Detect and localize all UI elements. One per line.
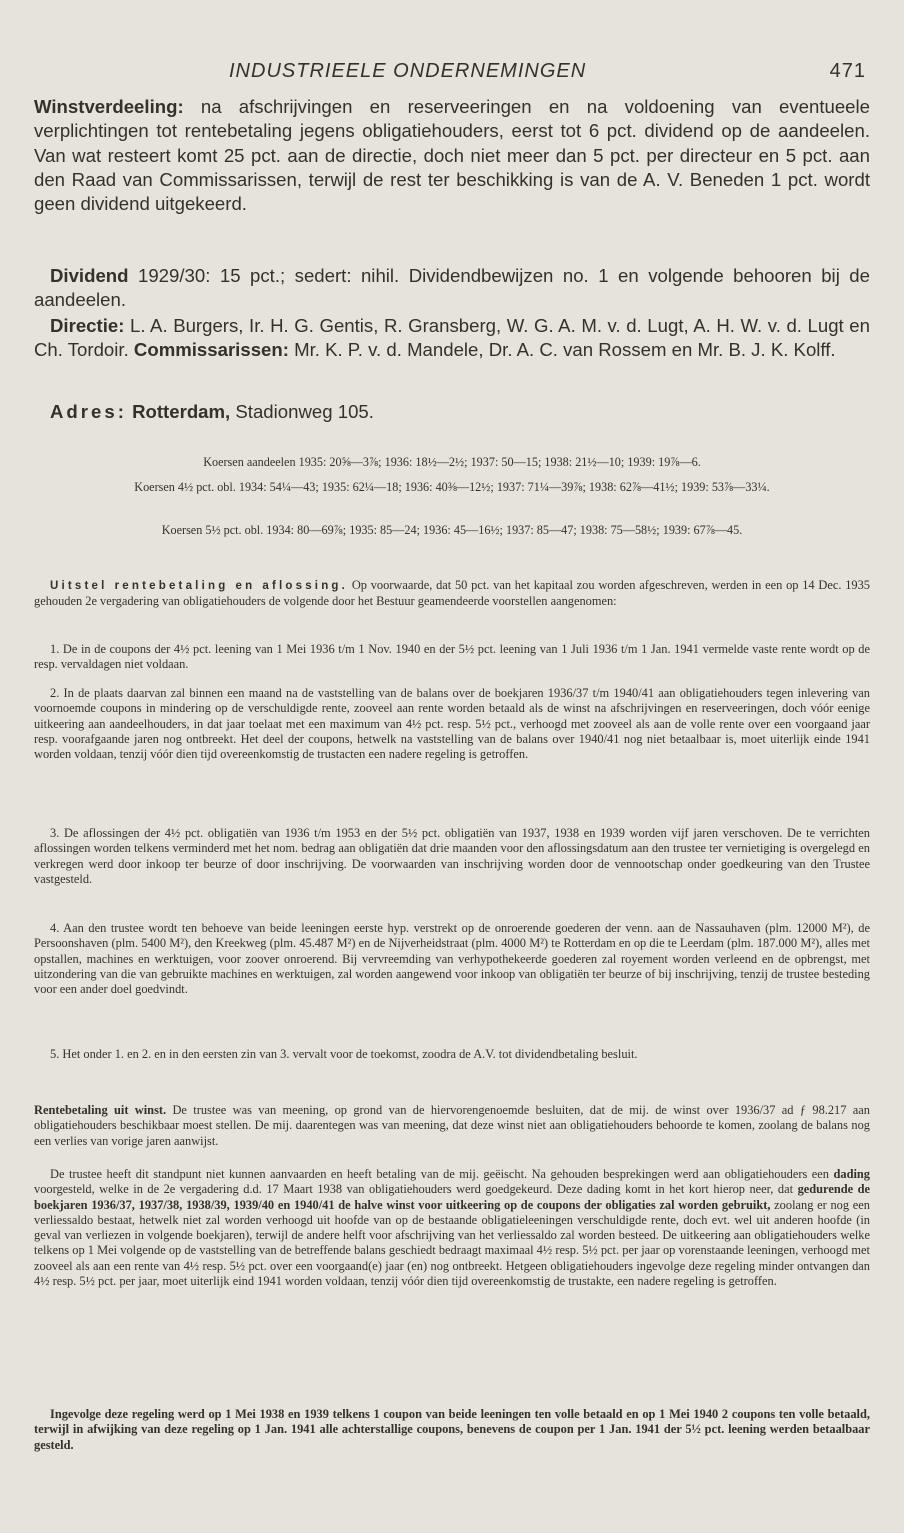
rente-paragraph-3 xyxy=(34,1407,870,1453)
uitstel-point-4: 4. Aan den trustee wordt ten behoeve van beide leeningen eerste hyp. verstrekt op de onroerende goederen der venn. aan de Nassauhaven (plm. 12000 M²), de Persoonshaven (plm. 5400 M²), den Kreekweg (plm. 45.487 M²) en de Nijverheidstraat (plm. 4000 M²) te Rotterdam en op die te Leerdam (plm. 187.000 M²), alles met opstallen, machines en werktuigen, voor zoover onroerend. Bij vervreemding van verhypothekeerde goederen zal royement worden verleend en de opbrengst, met uitzondering van die van gebruikte machines en werktuigen, zal worden aangewend voor inkoop van obligatiën ter beurze of bij inschrijving, tenzij de trustee besteding voor een ander doel goedvindt. xyxy=(34,921,870,997)
winstverdeeling-label: Winstverdeeling: xyxy=(34,96,184,117)
rente-paragraph-1 xyxy=(34,1103,870,1149)
directie-text: L. A. Burgers, Ir. H. G. Gentis, R. Gransberg, W. G. A. M. v. d. Lugt, A. H. W. v. d. Lugt en Ch. Tordoir. xyxy=(34,315,870,361)
commissarissen-label: Commissarissen: xyxy=(133,339,289,361)
page-number: 471 xyxy=(829,60,866,82)
running-header xyxy=(34,60,868,88)
adres-paragraph xyxy=(34,400,870,424)
rente-p1: De trustee was van meening, op grond van de hiervorengenoemde besluiten, dat de mij. de winst over 1936/37 ad ƒ 98.217 aan obligatiehouders beschikbaar moest stellen. De mij. daarentegen was van meening, dat deze winst niet aan obligatiehouders behoorde te komen, zoolang de balans nog een verlies van vorige jaren aanwijst. xyxy=(34,1103,870,1148)
uitstel-point-2: 2. In de plaats daarvan zal binnen een maand na de vaststelling van de balans over de boekjaren 1936/37 t/m 1940/41 aan obligatiehouders tegen inlevering van voornoemde coupons in mindering op de verschuldigde rente, zooveel aan rente worden betaald als de winst na afschrijvingen en reserveeringen, doch vóór eenige uitkeering aan aandeelhouders, in dat jaar toelaat met een maximum van 4½ pct. resp. 5½ pct., verhoogd met zooveel als aan de volle rente over een voorgaand jaar resp. voorafgaande jaren nog ontbreekt. Het deel der coupons, hetwelk na vaststelling van de balans over 1940/41 nog niet betaalbaar is, moet uiterlijk einde 1941 worden voldaan, tenzij vóór dien tijd overeenkomstig de trustacten een nadere regeling is getroffen. xyxy=(34,686,870,762)
adres-label: Adres: xyxy=(50,401,127,422)
koersen-obl-5-5: Koersen 5½ pct. obl. 1934: 80—69⅞; 1935: 85—24; 1936: 45—16½; 1937: 85—47; 1938: 75—58½; 1939: 67⅞—45. xyxy=(161,523,743,537)
rente-dading: dading xyxy=(833,1167,870,1181)
uitstel-intro xyxy=(34,578,870,610)
rente-p3: Ingevolge deze regeling werd op 1 Mei 1938 en 1939 telkens 1 coupon van beide leeningen ten volle betaald en op 1 Mei 1940 2 coupons ten volle betaald, terwijl in afwijking van deze regeling op 1 Jan. 1941 alle achterstallige coupons, benevens de coupon per 1 Jan. 1941 der 5½ pct. leening werden betaalbaar gesteld. xyxy=(34,1407,870,1452)
koersen-aandeelen: Koersen aandeelen 1935: 20⅝—3⅞; 1936: 18½—2½; 1937: 50—15; 1938: 21½—10; 1939: 19⅞—6. xyxy=(203,455,701,469)
dividend-paragraph xyxy=(34,264,870,313)
rente-p2a: De trustee heeft dit standpunt niet kunnen aanvaarden en heeft betaling van de mij. geëischt. Na gehouden besprekingen werd aan obligatiehouders een xyxy=(50,1167,834,1181)
koersen-obl-4-5: Koersen 4½ pct. obl. 1934: 54¼—43; 1935: 62¼—18; 1936: 40⅜—12½; 1937: 71¼—39⅞; 1938: 62⅞—41½; 1939: 53⅞—33¼. xyxy=(134,480,770,494)
adres-city: Rotterdam, xyxy=(132,401,231,422)
commissarissen-text: Mr. K. P. v. d. Mandele, Dr. A. C. van Rossem en Mr. B. J. K. Kolff. xyxy=(288,339,836,361)
directie-label: Directie: xyxy=(50,315,125,336)
rente-p2-bold: gedurende de boekjaren 1936/37, 1937/38, 1938/39, 1939/40 en 1940/41 de halve winst voor uitkeering op de coupons der obligaties zal worden gebruikt, xyxy=(34,1182,870,1212)
rente-label: Rentebetaling uit winst. xyxy=(34,1103,167,1117)
rente-p2c: voorgesteld, welke in de 2e vergadering d.d. 17 Maart 1938 van obligatiehouders werd goedgekeurd. Deze dading komt in het kort hierop neer, dat xyxy=(34,1182,798,1197)
uitstel-label: Uitstel rentebetaling en aflossing. xyxy=(50,580,349,592)
uitstel-point-3: 3. De aflossingen der 4½ pct. obligatiën van 1936 t/m 1953 en der 5½ pct. obligatiën van 1937, 1938 en 1939 worden vijf jaren verschoven. De te verrichten aflossingen worden telkens verminderd met het nom. bedrag aan obligatiën dat drie maanden voor den aflossingsdatum aan den trustee ter vernietiging is overgelegd en verkregen werd door inkoop ter beurze of door inschrijving. De voorwaarden van inschrijving worden door de vennootschap onder goedkeuring van den Trustee vastgesteld. xyxy=(34,826,870,886)
uitstel-point-1: 1. De in de coupons der 4½ pct. leening van 1 Mei 1936 t/m 1 Nov. 1940 en der 5½ pct. leening van 1 Juli 1936 t/m 1 Jan. 1941 vermelde vaste rente wordt op de resp. vervaldagen niet voldaan. xyxy=(34,642,870,672)
winstverdeeling-text: na afschrijvingen en reserveeringen en na voldoening van eventueele verplichtingen tot rentebetaling jegens obligatiehouders, eerst tot 6 pct. dividend op de aandeelen. Van wat resteert komt 25 pct. aan de directie, doch niet meer dan 5 pct. per directeur en 5 pct. aan den Raad van Commissarissen, terwijl de rest ter beschikking is van de A. V. Beneden 1 pct. wordt geen dividend uitgekeerd. xyxy=(34,96,870,215)
running-title: INDUSTRIEELE ONDERNEMINGEN xyxy=(229,60,587,82)
directie-paragraph xyxy=(34,314,870,363)
adres-street: Stadionweg 105. xyxy=(230,401,374,422)
dividend-text: 1929/30: 15 pct.; sedert: nihil. Dividendbewijzen no. 1 en volgende behooren bij de aandeelen. xyxy=(34,265,870,311)
dividend-label: Dividend xyxy=(50,265,129,286)
uitstel-point-5: 5. Het onder 1. en 2. en in den eersten zin van 3. vervalt voor de toekomst, zoodra de A.V. tot dividendbetaling besluit. xyxy=(50,1047,638,1061)
rente-paragraph-2 xyxy=(34,1167,870,1289)
uitstel-intro-text: Op voorwaarde, dat 50 pct. van het kapitaal zou worden afgeschreven, werden in een op 14 Dec. 1935 gehouden 2e vergadering van obligatiehouders de volgende door het Bestuur geamendeerde voorstellen aangenomen: xyxy=(34,578,870,609)
winstverdeeling-paragraph xyxy=(34,95,870,216)
rente-p2e: zoolang er nog een verliessaldo bestaat, hetwelk niet zal worden verhoogd uit hoofde van op de bestaande obligatieleeningen verschuldigde rente, doch evt. wel uit anderen hoofde (in geval van verliezen in volgende boekjaren), terwijl de andere helft voor afschrijving van het verliessaldo zal worden besteed. De uitkeering aan obligatiehouders welke telkens op 1 Mei volgende op de vaststelling van de betreffende balans geschiedt bedraagt maximaal 4½ resp. 5½ pct. per jaar op vorenstaande leeningen, verhoogd met zooveel als aan een rente van 4½ resp. 5½ pct. over een voorgaand(e) jaar (en) nog ontbreekt. Hetgeen obligatiehouders ingevolge deze regeling minder ontvangen dan 4½ resp. 5½ pct. per jaar, moet uiterlijk eind 1941 worden voldaan, tenzij vóór dien tijd overeenkomstig de trustakte, een nadere regeling is getroffen. xyxy=(34,1197,870,1289)
